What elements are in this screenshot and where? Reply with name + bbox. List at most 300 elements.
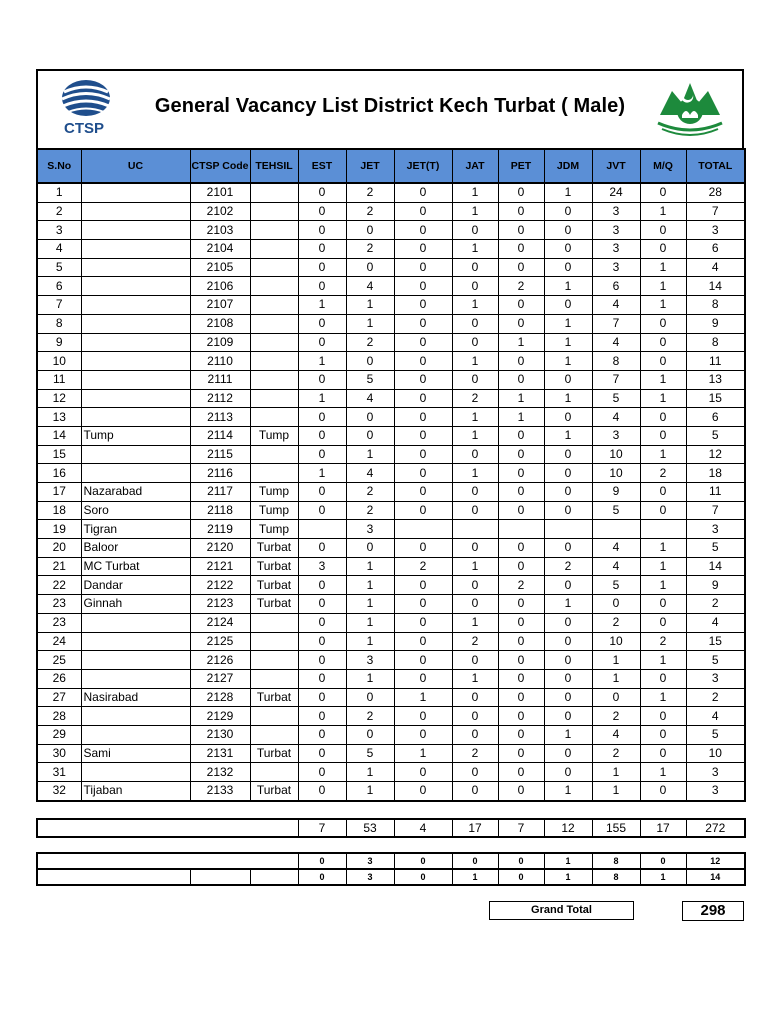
table-cell	[81, 389, 190, 408]
table-cell: 0	[346, 688, 394, 707]
table-cell: 0	[394, 183, 452, 202]
table-cell: 0	[498, 595, 544, 614]
table-cell: 2133	[190, 782, 250, 801]
table-row	[37, 258, 745, 277]
table-cell	[250, 669, 298, 688]
table-cell: 2	[394, 557, 452, 576]
ctsp-logo-text: CTSP	[63, 120, 105, 137]
table-cell: 0	[298, 539, 346, 558]
table-cell	[81, 370, 190, 389]
table-cell: 0	[544, 445, 592, 464]
table-cell: Turbat	[250, 744, 298, 763]
table-cell: 5	[686, 426, 745, 445]
table-cell	[81, 183, 190, 202]
table-cell: 0	[498, 539, 544, 558]
table-row	[37, 651, 745, 670]
totals-cell: 12	[544, 819, 592, 837]
table-row	[37, 707, 745, 726]
table-cell: 2132	[190, 763, 250, 782]
table-cell: 0	[544, 632, 592, 651]
table-cell: 4	[346, 277, 394, 296]
table-cell	[81, 314, 190, 333]
column-header: M/Q	[640, 149, 686, 183]
table-cell: 14	[686, 557, 745, 576]
table-cell: Tigran	[81, 520, 190, 539]
table-cell: 20	[37, 539, 81, 558]
table-cell	[250, 183, 298, 202]
table-cell: 2122	[190, 576, 250, 595]
table-cell: 7	[686, 501, 745, 520]
table-cell: 1	[544, 183, 592, 202]
table-cell: 0	[394, 370, 452, 389]
table-cell: 0	[640, 613, 686, 632]
table-cell	[81, 632, 190, 651]
table-cell: 6	[686, 408, 745, 427]
table-cell: Dandar	[81, 576, 190, 595]
table-cell: 0	[640, 669, 686, 688]
table-cell	[250, 240, 298, 259]
table-cell: 0	[544, 258, 592, 277]
table-row	[37, 763, 745, 782]
table-row	[37, 202, 745, 221]
table-cell: 13	[686, 370, 745, 389]
totals-cell: 17	[452, 819, 498, 837]
table-cell	[81, 725, 190, 744]
table-cell: 0	[498, 352, 544, 371]
table-cell: 25	[37, 651, 81, 670]
table-cell: 0	[394, 725, 452, 744]
table-cell: 2130	[190, 725, 250, 744]
totals-cell: 4	[394, 819, 452, 837]
table-cell: 2115	[190, 445, 250, 464]
table-row	[37, 183, 745, 202]
table-cell	[250, 707, 298, 726]
table-cell: 0	[498, 314, 544, 333]
table-cell: 11	[37, 370, 81, 389]
table-cell: 5	[346, 744, 394, 763]
table-cell: 1	[346, 296, 394, 315]
table-cell: 0	[298, 501, 346, 520]
subtotal-row	[37, 853, 745, 869]
column-header: TOTAL	[686, 149, 745, 183]
table-cell: 2	[346, 183, 394, 202]
table-cell	[640, 520, 686, 539]
table-cell: Nasirabad	[81, 688, 190, 707]
table-cell: Nazarabad	[81, 483, 190, 502]
table-cell	[81, 763, 190, 782]
column-header: UC	[81, 149, 190, 183]
subtotal-cell: 1	[544, 869, 592, 885]
table-cell: 2	[452, 744, 498, 763]
table-cell	[81, 445, 190, 464]
table-cell: 0	[544, 707, 592, 726]
table-cell: 18	[686, 464, 745, 483]
table-row	[37, 669, 745, 688]
table-cell: Tijaban	[81, 782, 190, 801]
totals-cell: 7	[498, 819, 544, 837]
table-cell: 2111	[190, 370, 250, 389]
table-cell: 0	[298, 632, 346, 651]
table-cell: 0	[298, 725, 346, 744]
table-cell: 3	[37, 221, 81, 240]
table-cell: 1	[640, 389, 686, 408]
table-cell: 0	[298, 744, 346, 763]
totals-cell: 7	[298, 819, 346, 837]
table-row	[37, 445, 745, 464]
table-cell: 0	[452, 651, 498, 670]
table-cell: 1	[498, 389, 544, 408]
table-cell: 8	[686, 296, 745, 315]
table-cell: 2103	[190, 221, 250, 240]
table-cell: 0	[394, 445, 452, 464]
table-cell: 0	[394, 258, 452, 277]
table-cell: 23	[37, 613, 81, 632]
table-row	[37, 595, 745, 614]
table-cell: 2123	[190, 595, 250, 614]
table-cell: 0	[498, 445, 544, 464]
table-cell: 0	[298, 426, 346, 445]
table-cell: 3	[592, 221, 640, 240]
table-cell: 15	[686, 389, 745, 408]
table-cell: 0	[544, 576, 592, 595]
subtotal-row	[37, 869, 745, 885]
table-cell: Turbat	[250, 539, 298, 558]
table-cell: 8	[686, 333, 745, 352]
subtotal-blank-cell	[37, 869, 190, 885]
table-row	[37, 352, 745, 371]
table-cell: 1	[498, 333, 544, 352]
table-cell: 11	[686, 483, 745, 502]
table-row	[37, 539, 745, 558]
table-cell: 4	[346, 389, 394, 408]
table-cell	[250, 352, 298, 371]
table-cell: 4	[592, 408, 640, 427]
totals-cell: 155	[592, 819, 640, 837]
table-row	[37, 240, 745, 259]
table-cell: 0	[298, 221, 346, 240]
table-cell: 1	[640, 370, 686, 389]
table-cell: 1	[640, 277, 686, 296]
table-cell: 0	[544, 613, 592, 632]
table-cell: 1	[498, 408, 544, 427]
table-cell: 0	[298, 651, 346, 670]
table-cell: 14	[37, 426, 81, 445]
subtotal-cell: 0	[498, 869, 544, 885]
table-cell: 2	[686, 595, 745, 614]
table-cell: 2117	[190, 483, 250, 502]
table-cell: 5	[592, 389, 640, 408]
table-cell: 0	[298, 707, 346, 726]
table-row	[37, 333, 745, 352]
table-cell: 0	[394, 539, 452, 558]
table-cell: 7	[592, 314, 640, 333]
table-cell	[81, 669, 190, 688]
table-cell: 0	[346, 408, 394, 427]
table-cell: 2124	[190, 613, 250, 632]
table-cell: 2126	[190, 651, 250, 670]
table-cell	[250, 221, 298, 240]
table-cell: 0	[452, 370, 498, 389]
table-cell: 11	[686, 352, 745, 371]
table-cell: 0	[394, 595, 452, 614]
table-cell: 6	[37, 277, 81, 296]
table-cell: 0	[544, 539, 592, 558]
table-cell: 0	[498, 744, 544, 763]
table-cell: 1	[544, 426, 592, 445]
table-cell: 18	[37, 501, 81, 520]
table-cell: 12	[37, 389, 81, 408]
table-cell: 22	[37, 576, 81, 595]
table-cell: 6	[686, 240, 745, 259]
table-cell: Tump	[250, 520, 298, 539]
table-cell: 0	[298, 613, 346, 632]
table-cell: 5	[686, 725, 745, 744]
table-cell: 3	[686, 782, 745, 801]
table-cell: 1	[452, 296, 498, 315]
column-header: JDM	[544, 149, 592, 183]
table-cell: 0	[298, 688, 346, 707]
table-cell	[250, 725, 298, 744]
table-cell: 1	[452, 352, 498, 371]
table-cell: 0	[498, 426, 544, 445]
table-cell: 2	[452, 632, 498, 651]
table-cell: 26	[37, 669, 81, 688]
table-cell: 0	[298, 277, 346, 296]
table-cell: 0	[452, 707, 498, 726]
table-cell: 10	[686, 744, 745, 763]
table-cell	[250, 202, 298, 221]
table-cell: 7	[37, 296, 81, 315]
table-cell: 0	[298, 240, 346, 259]
table-cell: 1	[346, 782, 394, 801]
table-cell: 0	[298, 314, 346, 333]
table-cell	[452, 520, 498, 539]
table-row	[37, 426, 745, 445]
table-cell: Tump	[250, 483, 298, 502]
table-cell: 0	[498, 221, 544, 240]
table-cell: 1	[452, 557, 498, 576]
table-cell: 2114	[190, 426, 250, 445]
table-cell: 0	[394, 314, 452, 333]
table-cell: 2	[544, 557, 592, 576]
table-cell: 0	[544, 408, 592, 427]
table-cell	[250, 389, 298, 408]
table-cell: 0	[298, 763, 346, 782]
table-cell: Tump	[81, 426, 190, 445]
table-cell: 2	[346, 707, 394, 726]
table-cell: 0	[394, 426, 452, 445]
table-cell: 3	[346, 651, 394, 670]
table-cell	[250, 333, 298, 352]
table-cell	[250, 613, 298, 632]
table-cell: 9	[592, 483, 640, 502]
vacancy-sheet	[36, 69, 744, 886]
table-cell: 1	[544, 725, 592, 744]
table-cell: 4	[686, 613, 745, 632]
table-cell: 28	[37, 707, 81, 726]
subtotal-cell: 1	[544, 853, 592, 869]
table-cell: 1	[298, 352, 346, 371]
table-cell: 27	[37, 688, 81, 707]
table-cell: 1	[544, 595, 592, 614]
table-cell: 5	[37, 258, 81, 277]
table-cell: 0	[452, 258, 498, 277]
table-cell: Soro	[81, 501, 190, 520]
table-cell: 0	[498, 651, 544, 670]
subtotal-blank-cell	[250, 869, 298, 885]
table-cell: 2101	[190, 183, 250, 202]
column-header: JET	[346, 149, 394, 183]
table-cell: 10	[592, 632, 640, 651]
table-cell: 2	[640, 632, 686, 651]
table-cell	[81, 296, 190, 315]
table-cell: 1	[346, 632, 394, 651]
table-cell: 2102	[190, 202, 250, 221]
table-cell: 2121	[190, 557, 250, 576]
table-cell: 1	[592, 651, 640, 670]
table-cell: 0	[498, 464, 544, 483]
table-cell: 1	[592, 782, 640, 801]
table-cell	[81, 221, 190, 240]
table-cell: 16	[37, 464, 81, 483]
table-cell: 0	[544, 240, 592, 259]
table-row	[37, 389, 745, 408]
table-cell: 1	[640, 651, 686, 670]
subtotal-cell: 0	[394, 853, 452, 869]
table-cell: 19	[37, 520, 81, 539]
vacancy-table	[36, 148, 746, 802]
table-cell: 0	[394, 651, 452, 670]
table-cell: 2	[498, 277, 544, 296]
table-cell: 1	[346, 557, 394, 576]
table-cell: 0	[498, 707, 544, 726]
table-cell: 0	[394, 464, 452, 483]
table-cell: 0	[394, 707, 452, 726]
table-cell: 0	[640, 240, 686, 259]
table-cell: 2	[346, 240, 394, 259]
table-cell: 1	[346, 613, 394, 632]
table-cell: 0	[544, 688, 592, 707]
table-cell: 23	[37, 595, 81, 614]
subtotal-cell: 0	[298, 869, 346, 885]
table-cell	[250, 314, 298, 333]
table-cell: 0	[640, 595, 686, 614]
table-cell: 2	[592, 744, 640, 763]
table-cell: 0	[452, 277, 498, 296]
table-cell: 0	[394, 240, 452, 259]
page-title: General Vacancy List District Kech Turbat ( Male)	[154, 95, 626, 117]
table-cell: 2125	[190, 632, 250, 651]
table-cell: 0	[640, 221, 686, 240]
table-cell: 0	[498, 370, 544, 389]
table-cell: 17	[37, 483, 81, 502]
table-cell: 0	[452, 539, 498, 558]
table-cell: 1	[452, 464, 498, 483]
table-cell: 0	[640, 744, 686, 763]
subtotal-cell: 3	[346, 869, 394, 885]
table-cell: 0	[394, 501, 452, 520]
table-cell: 0	[544, 651, 592, 670]
table-cell: 0	[498, 501, 544, 520]
table-row	[37, 632, 745, 651]
table-cell: 8	[37, 314, 81, 333]
table-cell: 1	[640, 539, 686, 558]
table-cell	[81, 613, 190, 632]
table-cell: 0	[592, 595, 640, 614]
table-cell: 0	[640, 707, 686, 726]
column-header: EST	[298, 149, 346, 183]
totals-table	[36, 818, 746, 838]
table-cell: 0	[640, 352, 686, 371]
table-cell	[250, 258, 298, 277]
table-cell	[81, 240, 190, 259]
table-cell: MC Turbat	[81, 557, 190, 576]
table-cell: 1	[640, 763, 686, 782]
table-cell: 0	[452, 688, 498, 707]
table-row	[37, 782, 745, 801]
table-cell: 0	[346, 352, 394, 371]
subtotal-cell: 0	[298, 853, 346, 869]
table-cell: Turbat	[250, 782, 298, 801]
column-header: PET	[498, 149, 544, 183]
table-cell: 0	[394, 277, 452, 296]
table-cell: 8	[592, 352, 640, 371]
table-cell: 10	[592, 445, 640, 464]
table-cell: 0	[394, 483, 452, 502]
totals-cell: 272	[686, 819, 745, 837]
table-row	[37, 314, 745, 333]
table-cell: 0	[498, 725, 544, 744]
table-cell	[298, 520, 346, 539]
table-cell: 1	[346, 314, 394, 333]
table-cell: 0	[498, 240, 544, 259]
table-cell: 1	[298, 464, 346, 483]
table-cell: 1	[544, 352, 592, 371]
table-cell	[544, 520, 592, 539]
column-header: JAT	[452, 149, 498, 183]
table-cell: 0	[394, 632, 452, 651]
table-cell: 1	[544, 389, 592, 408]
table-cell: 0	[298, 782, 346, 801]
table-cell: 3	[686, 221, 745, 240]
table-cell: 0	[394, 763, 452, 782]
table-cell: 0	[498, 613, 544, 632]
table-cell: Tump	[250, 426, 298, 445]
table-cell: 3	[686, 520, 745, 539]
table-cell: 0	[394, 221, 452, 240]
government-emblem	[652, 77, 728, 143]
grand-total-value: 298	[682, 901, 744, 921]
table-cell	[81, 651, 190, 670]
table-cell: 0	[640, 725, 686, 744]
table-cell: 0	[498, 763, 544, 782]
table-row	[37, 370, 745, 389]
table-cell: 2118	[190, 501, 250, 520]
table-cell: 2	[346, 202, 394, 221]
table-cell: 30	[37, 744, 81, 763]
table-row	[37, 483, 745, 502]
table-cell: 4	[592, 725, 640, 744]
table-cell: 0	[452, 782, 498, 801]
table-cell: 4	[592, 557, 640, 576]
table-cell: 1	[592, 669, 640, 688]
table-cell: 5	[592, 501, 640, 520]
table-cell: 0	[592, 688, 640, 707]
table-cell: Turbat	[250, 688, 298, 707]
table-cell: 9	[686, 314, 745, 333]
table-row	[37, 744, 745, 763]
table-cell: 29	[37, 725, 81, 744]
